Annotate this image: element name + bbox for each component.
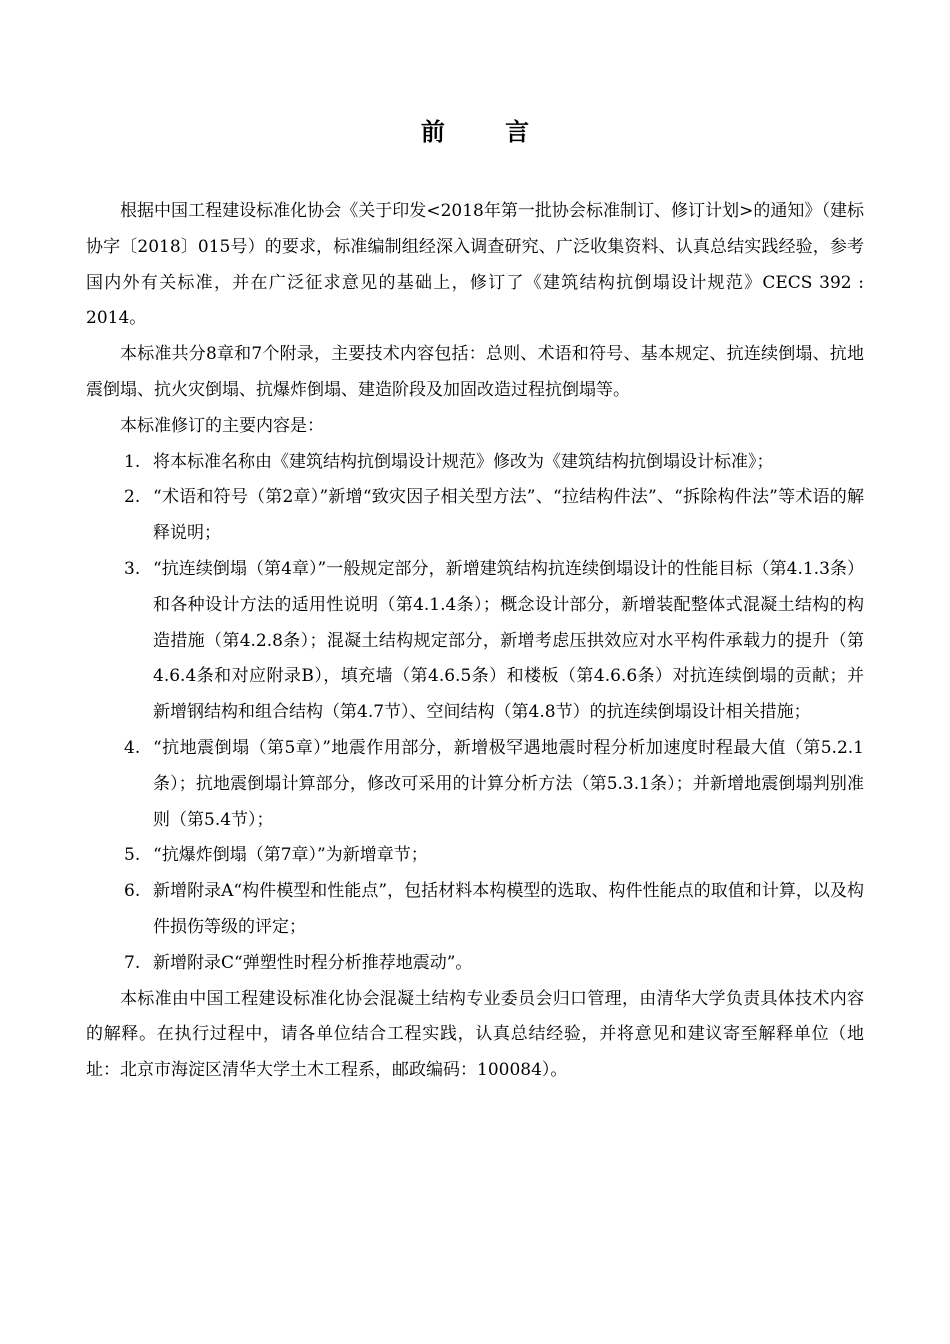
- revision-heading: 本标准修订的主要内容是：: [120, 415, 324, 436]
- page-title: 前 言: [420, 117, 556, 146]
- list-item-number: 1.: [124, 451, 141, 472]
- scope-paragraph: 本标准共分8章和7个附录，主要技术内容包括：总则、术语和符号、基本规定、抗连续倒塌、抗地震倒塌、抗火灾倒塌、抗爆炸倒塌、建造阶段及加固改造过程抗倒塌等。: [86, 344, 864, 400]
- list-item: [86, 445, 864, 481]
- revision-list: [86, 445, 864, 982]
- list-item-text: 新增附录C“弹塑性时程分析推荐地震动”。: [153, 952, 473, 973]
- list-item-text: 将本标准名称由《建筑结构抗倒塌设计规范》修改为《建筑结构抗倒塌设计标准》；: [153, 451, 774, 472]
- list-item: [86, 731, 864, 838]
- list-item-text: “抗地震倒塌（第5章）”地震作用部分，新增极罕遇地震时程分析加速度时程最大值（第5.2.1条）；抗地震倒塌计算部分，修改可采用的计算分析方法（第5.3.1条）；并新增地震倒塌判别准则（第5.4节）；: [153, 737, 864, 830]
- list-item-number: 6.: [124, 881, 141, 902]
- list-item-text: “抗连续倒塌（第4章）”一般规定部分，新增建筑结构抗连续倒塌设计的性能目标（第4.1.3条）和各种设计方法的适用性说明（第4.1.4条）；概念设计部分，新增装配整体式混凝土结构的构造措施（第4.2.8条）；混凝土结构规定部分，新增考虑压拱效应对水平构件承载力的提升（第4.6.4条和对应附录B），填充墙（第4.6.5条）和楼板（第4.6.6条）对抗连续倒塌的贡献；并新增钢结构和组合结构（第4.7节）、空间结构（第4.8节）的抗连续倒塌设计相关措施；: [153, 558, 864, 723]
- list-item-text: “术语和符号（第2章）”新增“致灾因子相关型方法”、“拉结构件法”、“拆除构件法”等术语的解释说明；: [153, 487, 864, 544]
- intro-paragraph: 根据中国工程建设标准化协会《关于印发<2018年第一批协会标准制订、修订计划>的通知》（建标协字〔2018〕015号）的要求，标准编制组经深入调查研究、广泛收集资料、认真总结实践经验，参考国内外有关标准，并在广泛征求意见的基础上，修订了《建筑结构抗倒塌设计规范》CECS 392 : 2014。: [86, 201, 864, 329]
- list-item-text: “抗爆炸倒塌（第7章）”为新增章节；: [153, 845, 428, 866]
- list-item-text: 新增附录A“构件模型和性能点”，包括材料本构模型的选取、构件性能点的取值和计算，以及构件损伤等级的评定；: [153, 881, 864, 937]
- list-item: [86, 946, 864, 982]
- list-item-number: 5.: [124, 845, 141, 866]
- list-item: [86, 838, 864, 874]
- closing-paragraph: 本标准由中国工程建设标准化协会混凝土结构专业委员会归口管理，由清华大学负责具体技术内容的解释。在执行过程中，请各单位结合工程实践，认真总结经验，并将意见和建议寄至解释单位（地址：北京市海淀区清华大学土木工程系，邮政编码：100084）。: [86, 988, 864, 1081]
- list-item-number: 3.: [124, 558, 141, 579]
- list-item-number: 4.: [124, 737, 141, 758]
- list-item-number: 7.: [124, 952, 141, 973]
- list-item: [86, 874, 864, 946]
- document-body: [86, 194, 864, 1089]
- list-item: [86, 552, 864, 731]
- list-item: [86, 480, 864, 552]
- list-item-number: 2.: [124, 487, 141, 508]
